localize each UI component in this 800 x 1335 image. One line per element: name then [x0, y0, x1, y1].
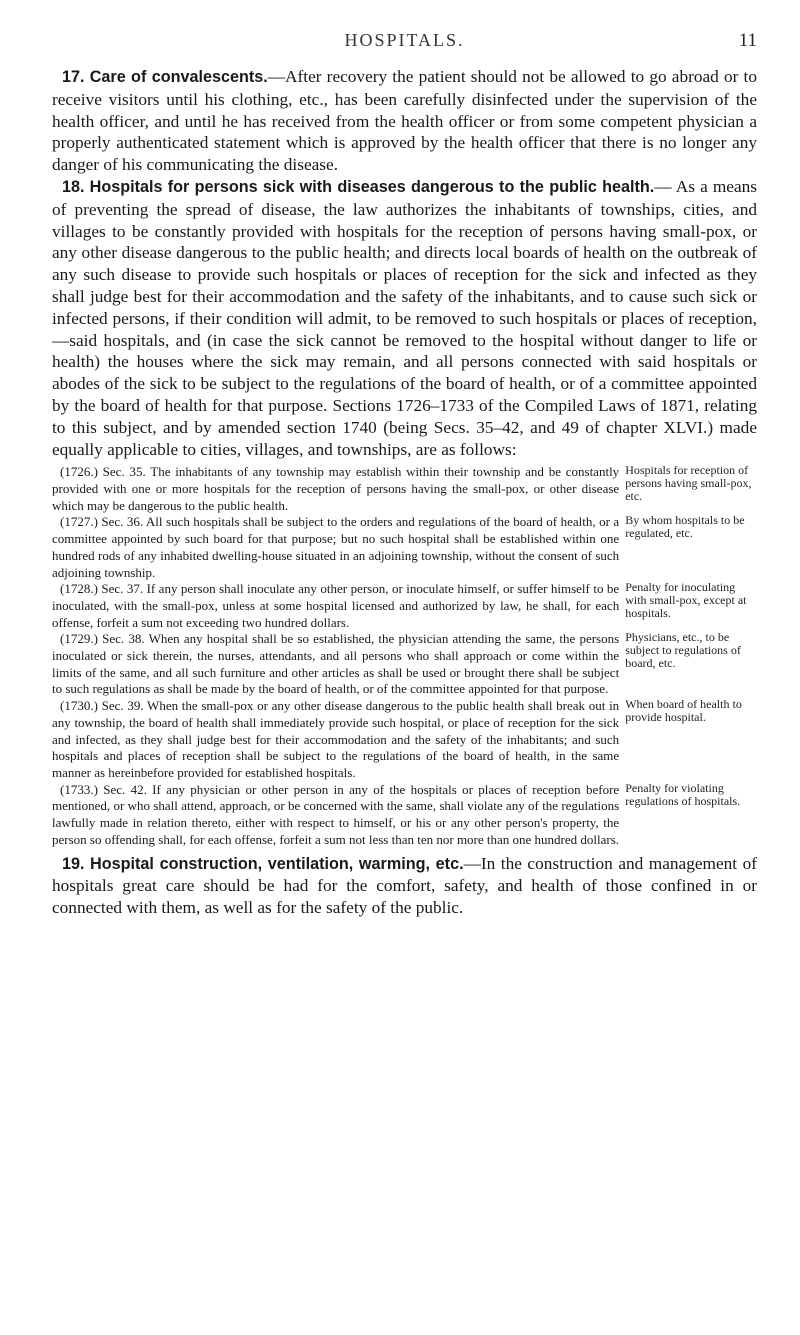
- page-number: 11: [738, 30, 757, 51]
- section-17-heading: Care of convalescents.: [89, 68, 268, 86]
- section-18-number: 18.: [62, 177, 85, 196]
- law-text: (1733.) Sec. 42. If any physician or other person in any of the hospitals or places of reception before mentioned, or who shall attend, approach, or be concerned with the same, shall violate any of the regulations lawfully made in relation thereto, either with respect to himself, or his or any other person's property, the person so offending shall, for each offense, forfeit a sum not less than ten nor more than one hundred dollars.: [52, 781, 620, 847]
- compiled-laws-excerpt: [52, 464, 757, 848]
- section-19: [52, 853, 757, 919]
- section-17: [52, 66, 757, 176]
- law-text: (1727.) Sec. 36. All such hospitals shall be subject to the orders and regulations of the board of health, or a committee appointed by such board for that purpose; but no such hospital shall be established within one hundred rods of any inhabited dwelling-house situated in an adjoining township, without the consent of such adjoining township.: [52, 514, 620, 580]
- section-19-number: 19.: [62, 854, 85, 873]
- law-text: (1728.) Sec. 37. If any person shall inoculate any other person, or inoculate himself, or suffer himself to be inoculated, with the small-pox, unless at some hospital licensed and authorized by law, he shall, for each offense, forfeit a sum not exceeding two hundred dollars.: [52, 581, 620, 630]
- section-18-text: — As a means of preventing the spread of disease, the law authorizes the inhabitants of townships, cities, and villages to be constantly provided with hospitals for the reception of persons having small-pox, or any other disease dangerous to the public health; and directs local boards of health on the outbreak of any such disease to provide such hospitals or places of reception for the sick and infected as they shall judge best for their accommodation and the safety of the inhabitants, and to cause such sick or infected persons, if their condition will admit, to be removed to such hospitals or places of reception,—said hospitals, and (in case the sick cannot be removed to the hospital without danger to life or health) the houses where the sick may remain, and all persons connected with said hospitals or abodes of the sick to be subject to the regulations of the board of health, or of a committee appointed by the board of health for that purpose. Sections 1726–1733 of the Compiled Laws of 1871, relating to this subject, and by amended section 1740 (being Secs. 35–42, and 49 of chapter XLVI.) made equally applicable to cities, villages, and townships, are as follows:: [52, 176, 757, 459]
- law-entry: [52, 514, 757, 581]
- section-19-text: —In the construction and management of hospitals great care should be had for the comfort, safety, and health of those confined in or connected with them, as well as for the safety of the public.: [52, 853, 757, 918]
- law-sidenote: Penalty for inoculating with small-pox, except at hospitals.: [625, 580, 747, 621]
- law-entry: [52, 782, 757, 849]
- section-18: [52, 176, 757, 460]
- document-page: [52, 30, 757, 919]
- section-17-text: —After recovery the patient should not be allowed to go abroad or to receive visitors until his clothing, etc., has been carefully disinfected under the supervision of the health officer, and until he has received from the health officer or from some competent physician a properly authenticated statement which is approved by the health officer that there is no longer any danger of his communicating the disease.: [52, 67, 757, 175]
- section-18-heading: Hospitals for persons sick with diseases dangerous to the public health.: [89, 177, 655, 196]
- law-entry: [52, 698, 757, 782]
- law-entry: [52, 464, 757, 514]
- law-sidenote: Physicians, etc., to be subject to regulations of board, etc.: [625, 630, 741, 671]
- running-head: HOSPITALS.: [344, 30, 465, 50]
- law-entry: [52, 581, 757, 631]
- section-17-number: 17.: [62, 68, 85, 86]
- page-header: [52, 30, 757, 66]
- law-text: (1730.) Sec. 39. When the small-pox or any other disease dangerous to the public health shall break out in any township, the board of health shall immediately provide such hospital, or place of reception for the sick and infected, as they shall judge best for their accommodation and the safety of the inhabitants; and such hospitals and places of reception shall be subject to the regulations of the board of health, in the same manner as hereinbefore provided for established hospitals.: [52, 698, 620, 780]
- law-sidenote: When board of health to provide hospital.: [625, 697, 742, 725]
- law-sidenote: Penalty for violating regulations of hospitals.: [625, 780, 741, 808]
- law-sidenote: By whom hospitals to be regulated, etc.: [625, 513, 745, 541]
- law-text: (1726.) Sec. 35. The inhabitants of any township may establish within their township and be constantly provided with one or more hospitals for the reception of persons having the small-pox, or other disease which may be dangerous to the public health.: [52, 464, 620, 513]
- law-sidenote: Hospitals for reception of persons having small-pox, etc.: [625, 463, 752, 504]
- section-19-heading: Hospital construction, ventilation, warming, etc.: [90, 854, 464, 873]
- law-entry: [52, 631, 757, 698]
- law-text: (1729.) Sec. 38. When any hospital shall be so established, the physician attending the same, the persons inoculated or sick therein, the nurses, attendants, and all persons who shall approach or come within the limits of the same, and all such furniture and other articles as shall be used or brought there shall be subject to such regulations as shall be made by the board of health, or of the committee appointed for that purpose.: [52, 631, 620, 697]
